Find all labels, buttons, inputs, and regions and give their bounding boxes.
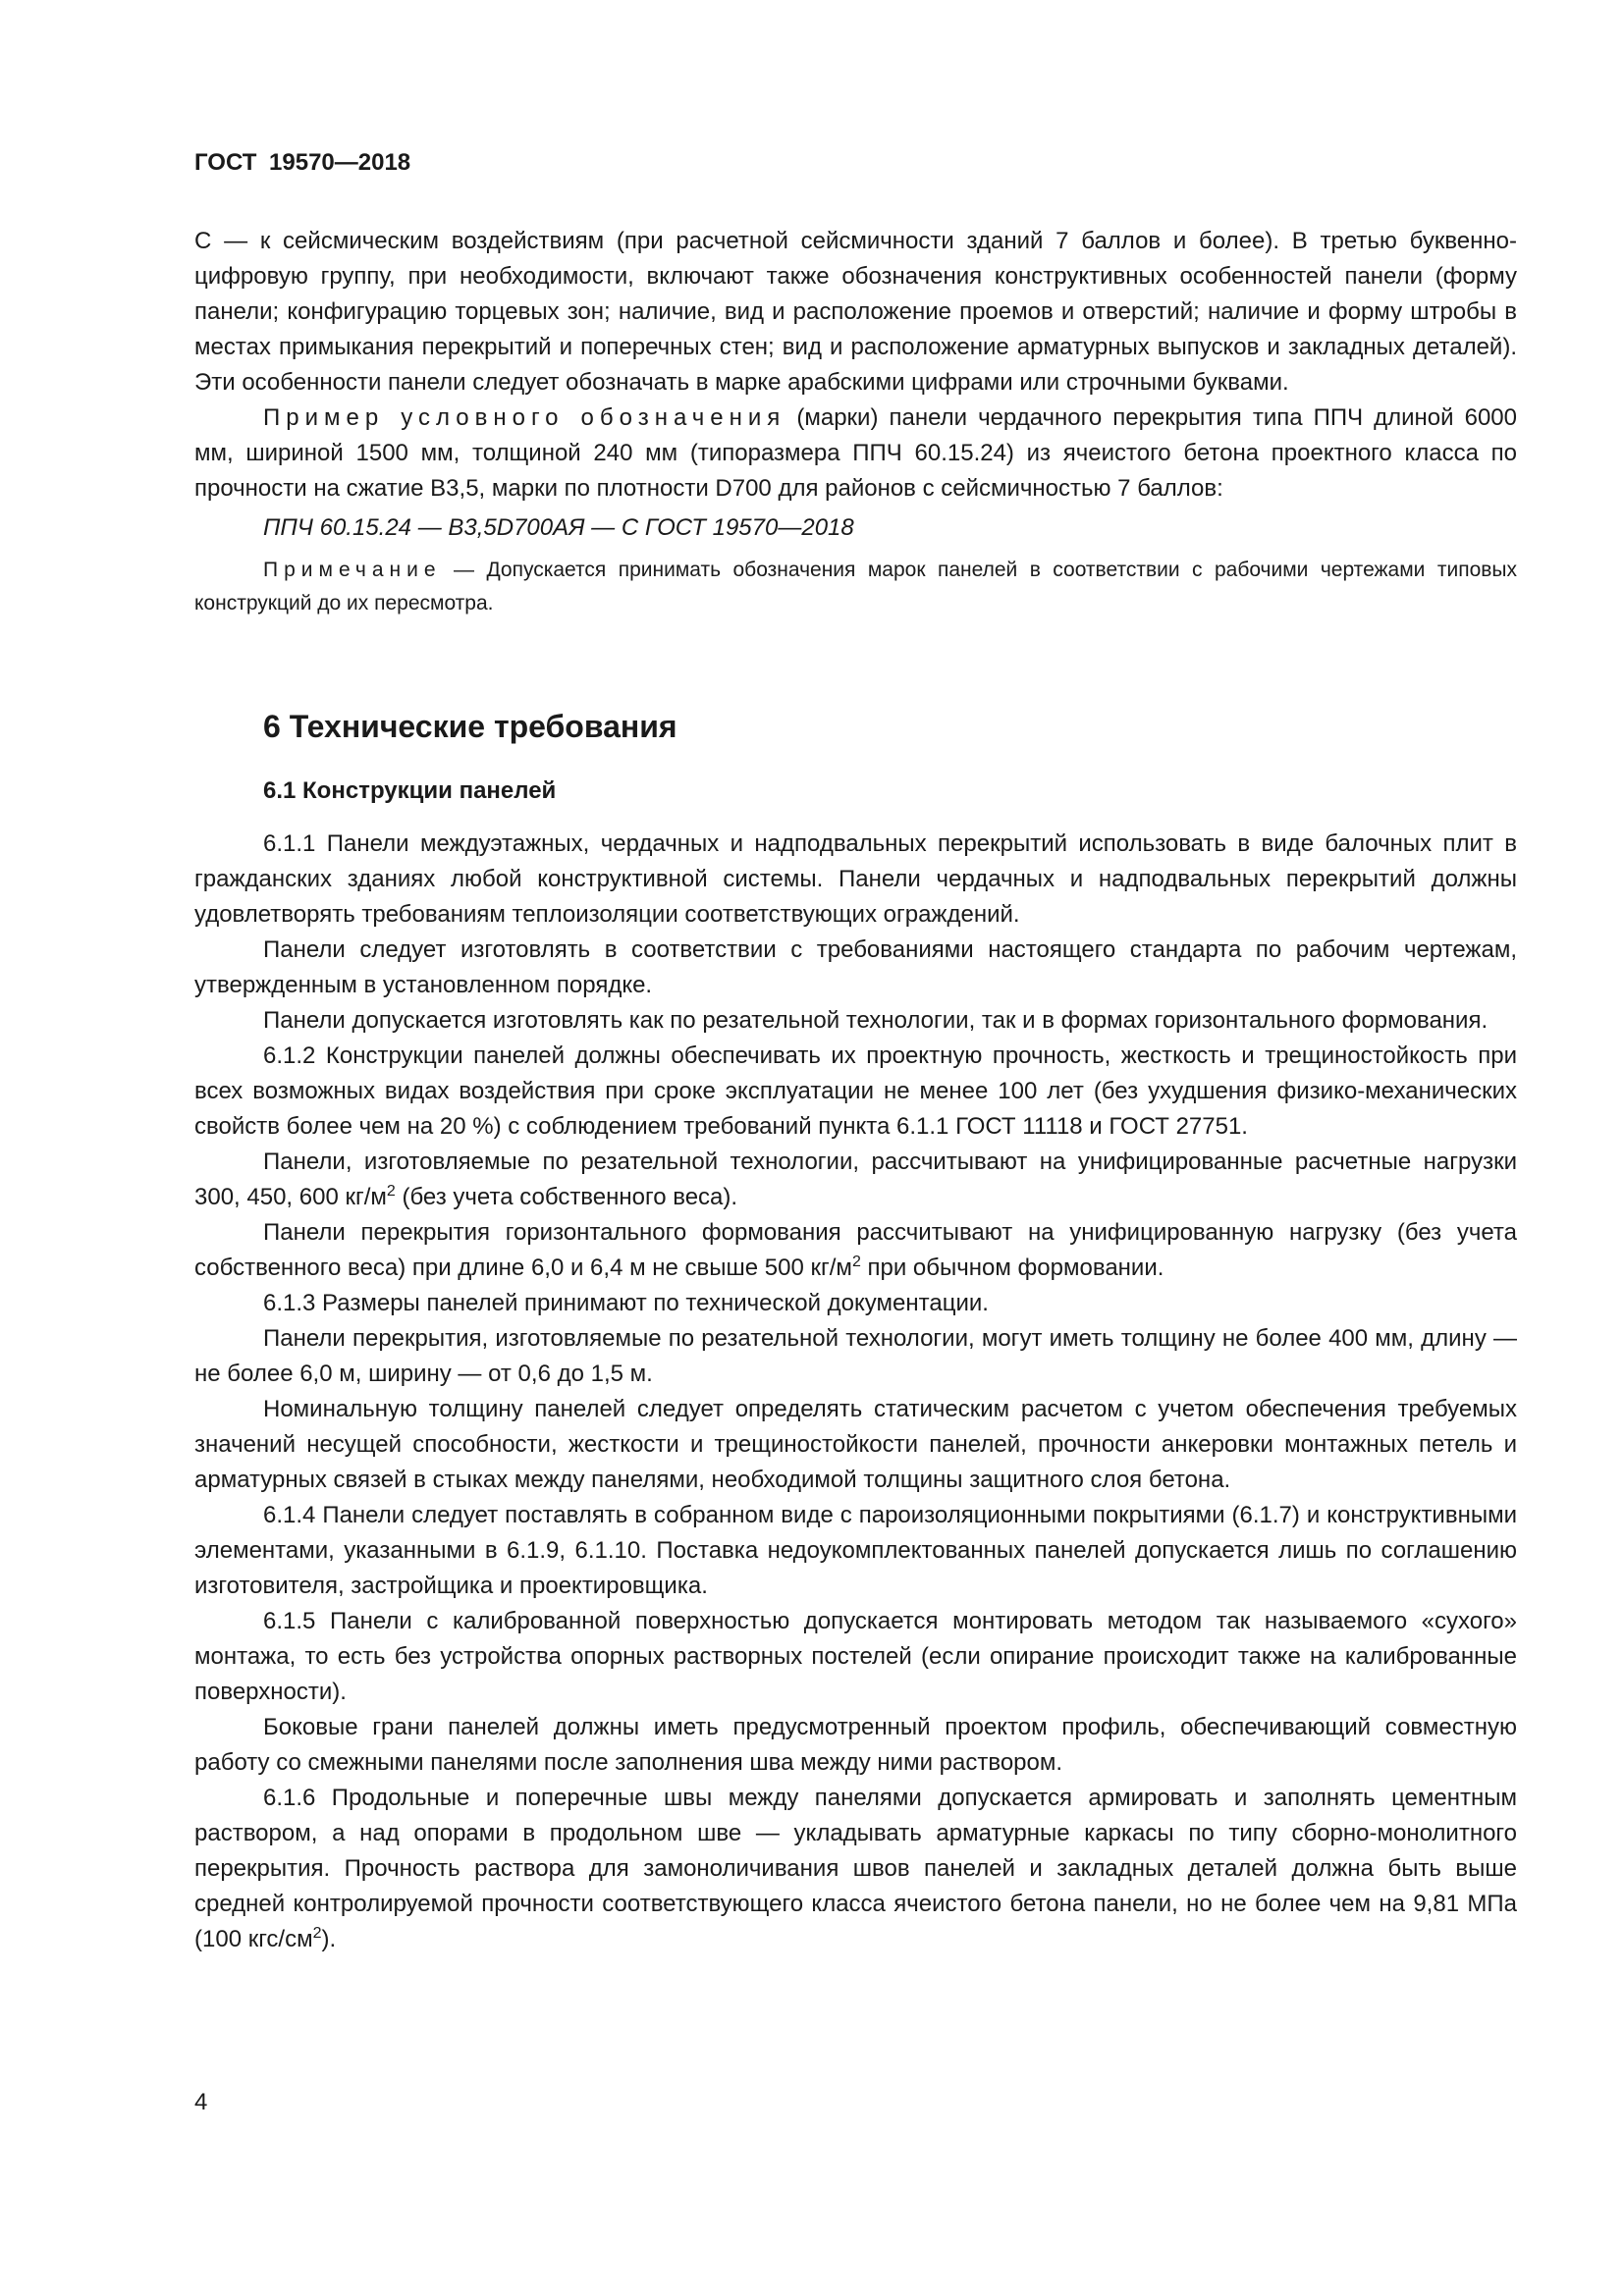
paragraph-6-1-5-b: Боковые грани панелей должны иметь предусмотренный проектом профиль, обеспечивающий совместную работу со смежными панелями после заполнения шва между ними раствором. [194,1714,1517,1776]
paragraph-6-1-4: 6.1.4 Панели следует поставлять в собранном виде с пароизоляционными покрытиями (6.1.7) и конструктивными элементами, указанными в 6.1.9, 6.1.10. Поставка недоукомплектованных панелей допускается лишь по соглашению изготовителя, застройщика и проектировщика. [194,1502,1517,1599]
text-segment: ). [321,1926,337,1952]
superscript: 2 [312,1925,322,1942]
page-number: 4 [194,2089,208,2115]
example-text: (марки) панели чердачного перекрытия типа ППЧ длиной 6000 мм, шириной 1500 мм, толщиной 240 мм (типоразмера ППЧ 60.15.24) из ячеистого бетона проектного класса по прочности на сжатие В3,5, марки по плотности D700 для районов с сейсмичностью 7 баллов: [194,404,1517,502]
note-paragraph [194,554,1517,620]
superscript: 2 [851,1254,861,1270]
paragraph-6-1-1: 6.1.1 Панели междуэтажных, чердачных и надподвальных перекрытий использовать в виде балочных плит в гражданских зданиях любой конструктивной системы. Панели чердачных и надподвальных перекрытий должны удовлетворять требованиям теплоизоляции соответствующих ограждений. [194,830,1517,928]
paragraph-6-1-3-b: Панели перекрытия, изготовляемые по резательной технологии, могут иметь толщину не более 400 мм, длину — не более 6,0 м, ширину — от 0,6 до 1,5 м. [194,1325,1517,1387]
example-paragraph [194,400,1517,507]
text-segment: Панели, изготовляемые по резательной технологии, рассчитывают на унифицированные расчетные нагрузки 300, 450, 600 кг/м [194,1148,1517,1210]
example-mark: ППЧ 60.15.24 — В3,5D700АЯ — С ГОСТ 19570—2018 [263,514,854,541]
note-label: Примечание [263,559,442,581]
paragraph-6-1-3-c: Номинальную толщину панелей следует определять статическим расчетом с учетом обеспечения требуемых значений несущей способности, жесткости и трещиностойкости панелей, прочности анкеровки монтажных петель и арматурных связей в стыках между панелями, необходимой толщины защитного слоя бетона. [194,1396,1517,1493]
intro-paragraph: С — к сейсмическим воздействиям (при расчетной сейсмичности зданий 7 баллов и более). В третью буквенно-цифровую группу, при необходимости, включают также обозначения конструктивных особенностей панели (форму панели; конфигурацию торцевых зон; наличие, вид и расположение проемов и отверстий; наличие и форму штробы в местах примыкания перекрытий и поперечных стен; вид и расположение арматурных выпусков и закладных деталей). Эти особенности панели следует обозначать в марке арабскими цифрами или строчными буквами. [194,228,1517,396]
document-body [194,224,1517,1957]
paragraph-6-1-6 [194,1781,1517,1957]
text-segment: 6.1.6 Продольные и поперечные швы между панелями допускается армировать и заполнять цементным раствором, а над опорами в продольном шве — укладывать арматурные каркасы по типу сборно-монолитного перекрытия. Прочность раствора для замоноличивания швов панелей и закладных деталей должна быть выше средней контролируемой прочности соответствующего класса ячеистого бетона панели, но не более чем на 9,81 МПа (100 кгс/см [194,1785,1517,1952]
superscript: 2 [386,1183,396,1200]
paragraph-6-1-1-b: Панели следует изготовлять в соответствии с требованиями настоящего стандарта по рабочим чертежам, утвержденным в установленном порядке. [194,936,1517,998]
paragraph-6-1-1-c: Панели допускается изготовлять как по резательной технологии, так и в формах горизонтального формования. [263,1007,1489,1034]
paragraph-6-1-2-b [194,1145,1517,1215]
note-text: — Допускается принимать обозначения марок панелей в соответствии с рабочими чертежами типовых конструкций до их пересмотра. [194,559,1517,614]
section-title: 6 Технические требования [263,709,677,744]
text-segment: Панели перекрытия горизонтального формования рассчитывают на унифицированную нагрузку (без учета собственного веса) при длине 6,0 и 6,4 м не свыше 500 кг/м [194,1219,1517,1281]
paragraph-6-1-5: 6.1.5 Панели с калиброванной поверхностью допускается монтировать методом так называемого «сухого» монтажа, то есть без устройства опорных растворных постелей (если опирание происходит также на калиброванные поверхности). [194,1608,1517,1705]
text-segment: при обычном формовании. [860,1255,1164,1281]
paragraph-6-1-2-c [194,1215,1517,1286]
paragraph-6-1-2: 6.1.2 Конструкции панелей должны обеспечивать их проектную прочность, жесткость и трещиностойкость при всех возможных видах воздействия при сроке эксплуатации не менее 100 лет (без ухудшения физико-механических свойств более чем на 20 %) с соблюдением требований пункта 6.1.1 ГОСТ 11118 и ГОСТ 27751. [194,1042,1517,1140]
subsection-title: 6.1 Конструкции панелей [263,777,557,804]
text-segment: (без учета собственного веса). [395,1184,738,1210]
example-label: Пример условного обозначения [263,404,786,431]
document-header: ГОСТ 19570—2018 [194,149,411,176]
paragraph-6-1-3: 6.1.3 Размеры панелей принимают по технической документации. [263,1290,989,1316]
